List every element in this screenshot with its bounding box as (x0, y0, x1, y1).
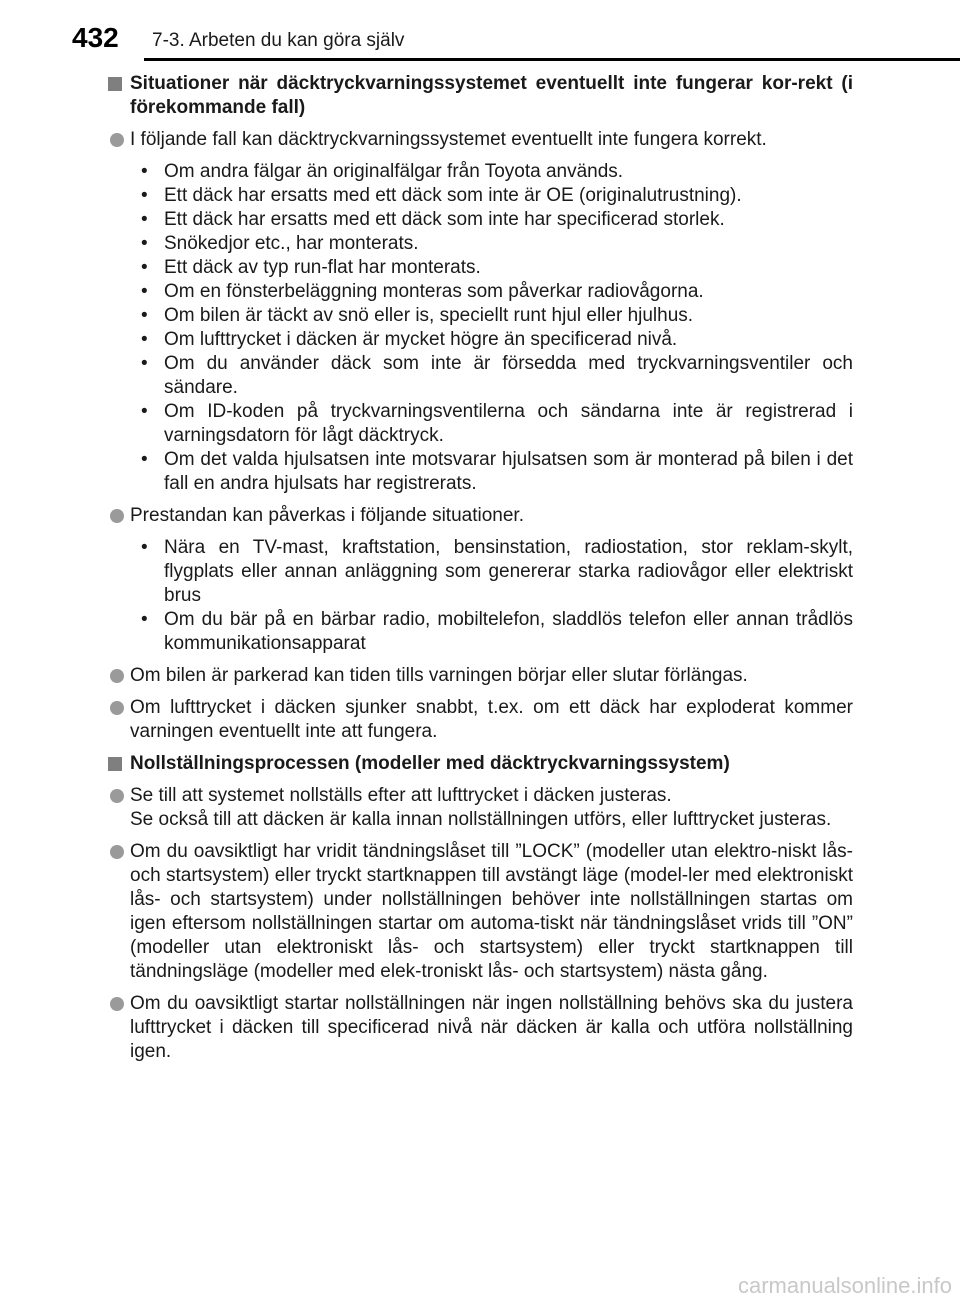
circle-bullet-icon (110, 997, 124, 1011)
bullet-dot-icon: • (141, 233, 148, 254)
square-bullet-icon (108, 77, 122, 91)
bullet-list (130, 160, 853, 496)
bullet-item (130, 256, 853, 280)
bullet-item (130, 536, 853, 608)
item-text: I följande fall kan däcktryckvarningssystemet eventuellt inte fungera korrekt. (130, 129, 767, 150)
section-heading (108, 72, 853, 120)
bullet-item (130, 304, 853, 328)
bullet-dot-icon: • (141, 209, 148, 230)
bullet-item (130, 448, 853, 496)
item-text: Om du oavsiktligt har vridit tändningslåset till ”LOCK” (modeller utan elektro-niskt lås- och startsystem) eller tryckt startknappen till avstängt läge (model-ler med elektroniskt lås- och startsystem) under nollställningen behöver inte nollställningen startas om igen eftersom nollställningen startar om automa-tiskt när tändningslåset vrids till ”ON” (modeller utan elektroniskt lås- och startsystem) eller tryckt startknappen till tändningsläge (modeller med elek-troniskt lås- och startsystem) nästa gång. (130, 841, 853, 982)
manual-content (108, 72, 853, 1072)
list-item (108, 992, 853, 1064)
bullet-dot-icon: • (141, 161, 148, 182)
bullet-dot-icon: • (141, 185, 148, 206)
circle-bullet-icon (110, 669, 124, 683)
circle-bullet-icon (110, 789, 124, 803)
bullet-text: Ett däck av typ run-flat har monterats. (164, 257, 481, 278)
chapter-title: 7-3. Arbeten du kan göra själv (152, 30, 405, 51)
bullet-dot-icon: • (141, 449, 148, 470)
bullet-text: Om andra fälgar än originalfälgar från Toyota används. (164, 161, 624, 182)
bullet-text: Ett däck har ersatts med ett däck som inte har specificerad storlek. (164, 209, 725, 230)
bullet-text: Om lufttrycket i däcken är mycket högre än specificerad nivå. (164, 329, 678, 350)
item-text: Se till att systemet nollställs efter att lufttrycket i däcken justeras. (130, 785, 672, 806)
list-item (108, 784, 853, 832)
bullet-item (130, 280, 853, 304)
bullet-item (130, 328, 853, 352)
bullet-item (130, 208, 853, 232)
list-item (108, 504, 853, 656)
page-header (0, 0, 960, 72)
item-text: Om lufttrycket i däcken sjunker snabbt, t.ex. om ett däck har exploderat kommer varningen eventuellt inte att fungera. (130, 697, 853, 742)
bullet-dot-icon: • (141, 257, 148, 278)
circle-bullet-icon (110, 845, 124, 859)
bullet-dot-icon: • (141, 329, 148, 350)
bullet-item (130, 400, 853, 448)
bullet-text: Om du använder däck som inte är försedda med tryckvarningsventiler och sändare. (164, 353, 853, 398)
item-text: Prestandan kan påverkas i följande situationer. (130, 505, 524, 526)
section-reset-process (108, 752, 853, 1064)
circle-bullet-icon (110, 509, 124, 523)
bullet-item (130, 608, 853, 656)
section-heading-text: Nollställningsprocessen (modeller med däcktryckvarningssystem) (130, 753, 730, 774)
bullet-text: Om ID-koden på tryckvarningsventilerna och sändarna inte är registrerad i varningsdatorn för lågt däcktryck. (164, 401, 853, 446)
list-item (108, 128, 853, 496)
bullet-item (130, 160, 853, 184)
section-heading (108, 752, 853, 776)
bullet-dot-icon: • (141, 537, 148, 558)
header-rule (144, 58, 960, 61)
watermark-text: carmanualsonline.info (737, 1273, 952, 1298)
bullet-dot-icon: • (141, 401, 148, 422)
list-item (108, 696, 853, 744)
item-text: Om bilen är parkerad kan tiden tills varningen börjar eller slutar förlängas. (130, 665, 748, 686)
bullet-text: Om det valda hjulsatsen inte motsvarar hjulsatsen som är monterad på bilen i det fall en andra hjulsats har registrerats. (164, 449, 853, 494)
bullet-text: Om du bär på en bärbar radio, mobiltelefon, sladdlös telefon eller annan trådlös kommunikationsapparat (164, 609, 853, 654)
item-text-continued: Se också till att däcken är kalla innan nollställningen utförs, eller lufttrycket justeras. (130, 809, 832, 830)
section-heading-text: Situationer när däcktryckvarningssystemet eventuellt inte fungerar kor-rekt (i förekommande fall) (130, 73, 853, 118)
list-item (108, 840, 853, 984)
bullet-list (130, 536, 853, 656)
bullet-item (130, 352, 853, 400)
bullet-dot-icon: • (141, 609, 148, 630)
bullet-item (130, 232, 853, 256)
bullet-item (130, 184, 853, 208)
bullet-dot-icon: • (141, 353, 148, 374)
square-bullet-icon (108, 757, 122, 771)
list-item (108, 664, 853, 688)
bullet-dot-icon: • (141, 281, 148, 302)
bullet-text: Nära en TV-mast, kraftstation, bensinstation, radiostation, stor reklam-skylt, flygplats eller annan anläggning som genererar starka radiovågor eller elektriskt brus (164, 537, 853, 606)
section-tpws-limitations (108, 72, 853, 744)
page-number: 432 (72, 22, 119, 53)
circle-bullet-icon (110, 133, 124, 147)
circle-bullet-icon (110, 701, 124, 715)
bullet-text: Ett däck har ersatts med ett däck som inte är OE (originalutrustning). (164, 185, 742, 206)
bullet-text: Om en fönsterbeläggning monteras som påverkar radiovågorna. (164, 281, 704, 302)
bullet-text: Om bilen är täckt av snö eller is, speciellt runt hjul eller hjulhus. (164, 305, 694, 326)
item-text: Om du oavsiktligt startar nollställningen när ingen nollställning behövs ska du justera lufttrycket i däcken till specificerad nivå när däcken är kalla och utföra nollställning igen. (130, 993, 853, 1062)
bullet-dot-icon: • (141, 305, 148, 326)
bullet-text: Snökedjor etc., har monterats. (164, 233, 419, 254)
